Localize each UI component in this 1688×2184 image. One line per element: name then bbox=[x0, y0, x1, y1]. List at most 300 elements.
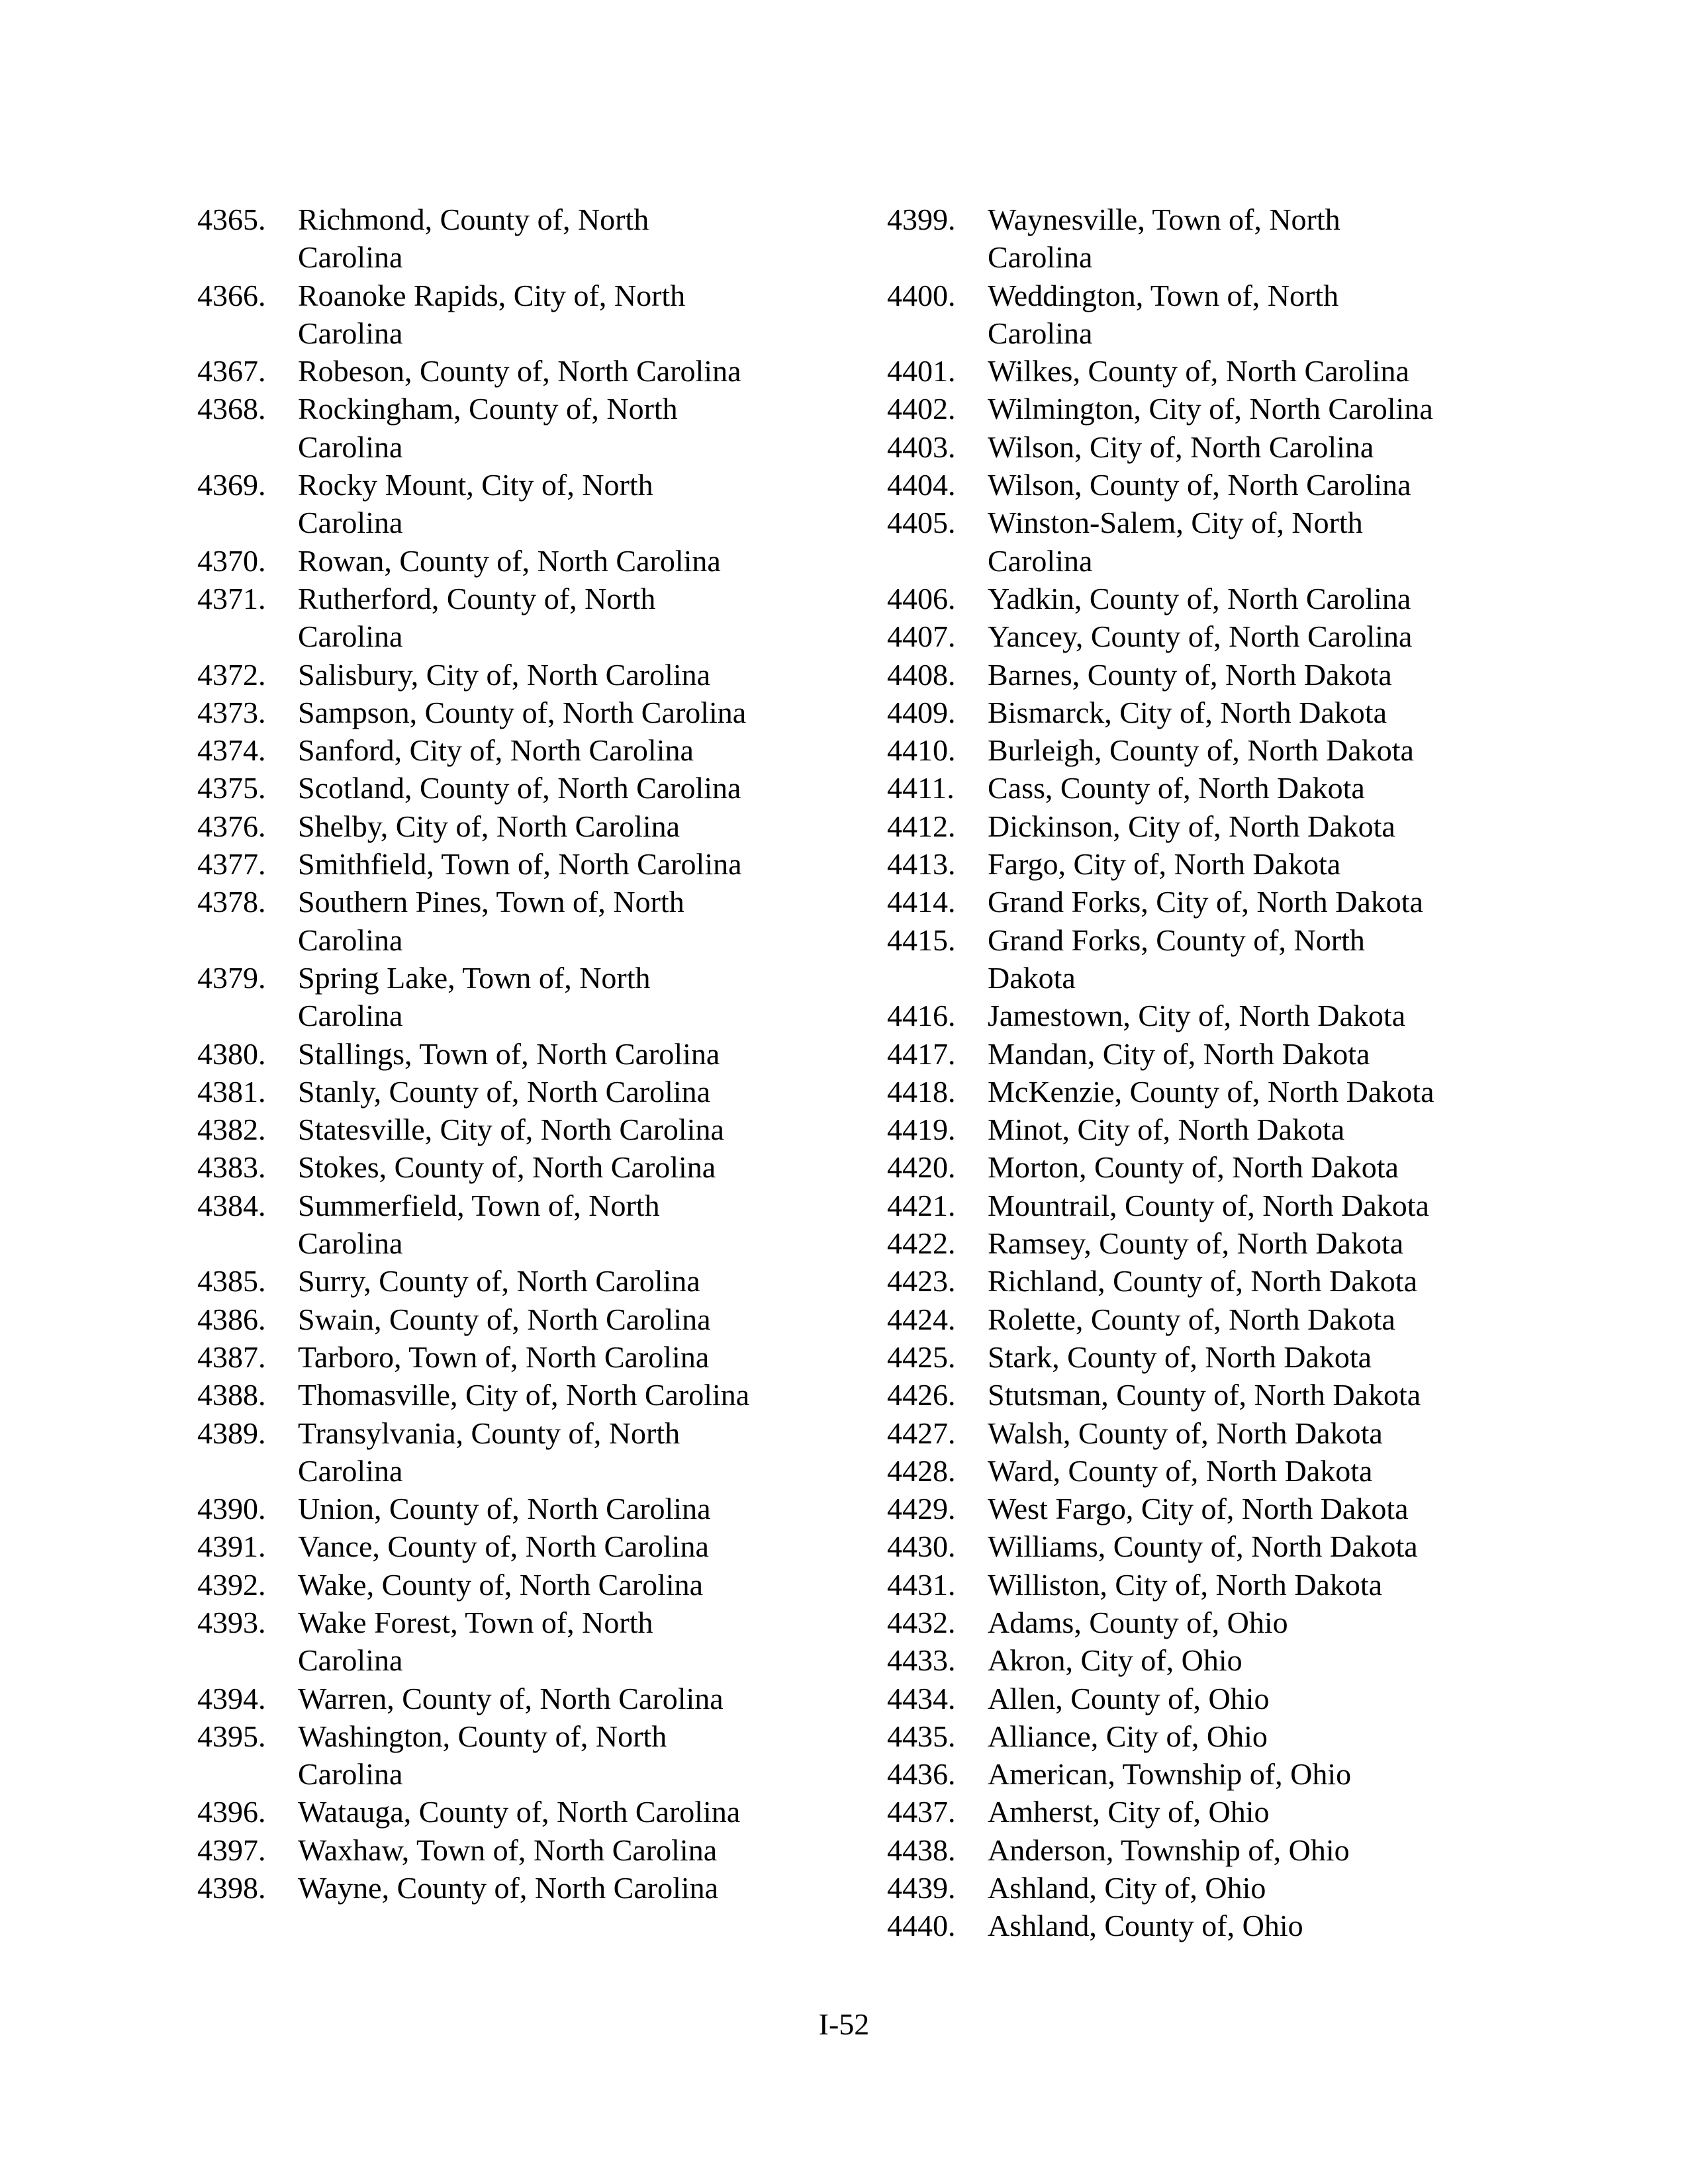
entry-number: 4435. bbox=[887, 1719, 956, 1753]
entry-name-line: Amherst, City of, Ohio bbox=[988, 1795, 1270, 1829]
entry-name bbox=[298, 1300, 801, 1338]
entry-number: 4437. bbox=[887, 1795, 956, 1829]
entry-name-line: Transylvania, County of, North bbox=[298, 1416, 680, 1450]
entry-name-line: Carolina bbox=[298, 923, 403, 957]
list-item bbox=[887, 1148, 1549, 1186]
list-item bbox=[887, 201, 1549, 277]
entry-name-line: Watauga, County of, North Carolina bbox=[298, 1795, 741, 1829]
entry-number: 4372. bbox=[197, 657, 266, 692]
entry-name bbox=[988, 390, 1549, 428]
entry-name bbox=[298, 1490, 801, 1527]
list-item bbox=[197, 201, 859, 277]
entry-name bbox=[298, 1831, 801, 1869]
entry-name-line: Carolina bbox=[988, 316, 1093, 350]
entry-number: 4429. bbox=[887, 1492, 956, 1526]
entry-name bbox=[298, 201, 801, 277]
entry-number: 4401. bbox=[887, 354, 956, 388]
list-item bbox=[197, 1300, 859, 1338]
entry-name bbox=[988, 1224, 1549, 1262]
entry-number: 4400. bbox=[887, 278, 956, 312]
entry-number: 4410. bbox=[887, 733, 956, 768]
entry-name-line: Rocky Mount, City of, North bbox=[298, 468, 653, 502]
entry-name-line: Weddington, Town of, North bbox=[988, 278, 1339, 312]
list-item bbox=[197, 845, 859, 883]
entry-name-line: Stutsman, County of, North Dakota bbox=[988, 1378, 1421, 1412]
entry-name bbox=[988, 1338, 1549, 1376]
entry-number: 4428. bbox=[887, 1453, 956, 1488]
entry-name bbox=[298, 807, 801, 845]
entry-name bbox=[988, 1452, 1549, 1490]
entry-number: 4422. bbox=[887, 1226, 956, 1261]
entry-number: 4371. bbox=[197, 581, 266, 615]
list-item bbox=[887, 1073, 1549, 1111]
list-item bbox=[887, 1717, 1549, 1755]
entry-name-line: Spring Lake, Town of, North bbox=[298, 960, 651, 995]
list-item bbox=[197, 1793, 859, 1831]
entry-number: 4439. bbox=[887, 1871, 956, 1905]
entry-number: 4375. bbox=[197, 771, 266, 805]
entry-name bbox=[988, 1793, 1549, 1831]
list-item bbox=[197, 390, 859, 466]
entry-name-line: Rowan, County of, North Carolina bbox=[298, 543, 721, 578]
entry-name bbox=[988, 1907, 1549, 1944]
entry-name-line: Statesville, City of, North Carolina bbox=[298, 1113, 724, 1147]
entry-name bbox=[298, 656, 801, 694]
entry-name bbox=[298, 1073, 801, 1111]
entry-name-line: Carolina bbox=[298, 619, 403, 654]
entry-name-line: Warren, County of, North Carolina bbox=[298, 1681, 724, 1715]
entry-number: 4430. bbox=[887, 1529, 956, 1564]
right-column bbox=[887, 201, 1549, 1945]
list-item bbox=[887, 1831, 1549, 1869]
entry-number: 4395. bbox=[197, 1719, 266, 1753]
entry-name-line: Grand Forks, City of, North Dakota bbox=[988, 885, 1423, 919]
entry-name-line: Wilkes, County of, North Carolina bbox=[988, 354, 1409, 388]
entry-name bbox=[988, 428, 1549, 466]
list-item bbox=[197, 656, 859, 694]
list-item bbox=[197, 769, 859, 807]
entry-name-line: Carolina bbox=[298, 1226, 403, 1261]
entry-name bbox=[988, 731, 1549, 769]
list-item bbox=[887, 1111, 1549, 1148]
entry-name-line: Swain, County of, North Carolina bbox=[298, 1302, 711, 1336]
entry-name bbox=[988, 1148, 1549, 1186]
list-item bbox=[197, 277, 859, 353]
list-item bbox=[887, 1907, 1549, 1944]
entry-name-line: Rutherford, County of, North bbox=[298, 581, 656, 615]
entry-number: 4434. bbox=[887, 1681, 956, 1715]
entry-number: 4386. bbox=[197, 1302, 266, 1336]
entry-number: 4427. bbox=[887, 1416, 956, 1450]
entry-number: 4438. bbox=[887, 1833, 956, 1867]
list-item bbox=[197, 731, 859, 769]
list-item bbox=[887, 580, 1549, 617]
list-item bbox=[887, 1755, 1549, 1793]
entry-name-line: Carolina bbox=[988, 240, 1093, 275]
entry-name-line: Shelby, City of, North Carolina bbox=[298, 809, 680, 843]
entry-name-line: Richmond, County of, North bbox=[298, 203, 649, 236]
entry-name bbox=[988, 769, 1549, 807]
list-item bbox=[887, 807, 1549, 845]
entry-number: 4431. bbox=[887, 1567, 956, 1602]
entry-name-line: Akron, City of, Ohio bbox=[988, 1643, 1243, 1678]
list-item bbox=[197, 1262, 859, 1300]
entry-name-line: Summerfield, Town of, North bbox=[298, 1188, 660, 1222]
entry-number: 4423. bbox=[887, 1264, 956, 1298]
list-item bbox=[197, 1566, 859, 1604]
entry-number: 4391. bbox=[197, 1529, 266, 1564]
entry-name bbox=[988, 1831, 1549, 1869]
entry-name bbox=[298, 352, 801, 390]
list-item bbox=[887, 1338, 1549, 1376]
entry-number: 4413. bbox=[887, 847, 956, 882]
entry-name bbox=[988, 1073, 1549, 1111]
entry-number: 4385. bbox=[197, 1264, 266, 1298]
entry-name-line: Thomasville, City of, North Carolina bbox=[298, 1378, 750, 1412]
entry-name bbox=[988, 845, 1549, 883]
entry-name-line: Mandan, City of, North Dakota bbox=[988, 1036, 1370, 1071]
entry-number: 4377. bbox=[197, 847, 266, 882]
list-item bbox=[887, 504, 1549, 580]
list-item bbox=[887, 1527, 1549, 1565]
entry-name-line: Dickinson, City of, North Dakota bbox=[988, 809, 1395, 843]
entry-number: 4387. bbox=[197, 1340, 266, 1374]
list-item bbox=[887, 921, 1549, 997]
list-item bbox=[887, 845, 1549, 883]
entry-name bbox=[298, 1527, 801, 1565]
entry-number: 4382. bbox=[197, 1113, 266, 1147]
entry-name bbox=[298, 542, 801, 580]
list-item bbox=[887, 390, 1549, 428]
entry-name bbox=[988, 694, 1549, 731]
entry-name-line: Sanford, City of, North Carolina bbox=[298, 733, 694, 768]
left-column bbox=[197, 201, 859, 1907]
entry-name bbox=[298, 1262, 801, 1300]
entry-number: 4405. bbox=[887, 506, 956, 540]
entry-name bbox=[298, 580, 801, 656]
list-item bbox=[197, 1869, 859, 1907]
entry-name bbox=[988, 807, 1549, 845]
entry-number: 4388. bbox=[197, 1378, 266, 1412]
entry-number: 4366. bbox=[197, 278, 266, 312]
list-item bbox=[887, 617, 1549, 655]
entry-name-line: Sampson, County of, North Carolina bbox=[298, 695, 747, 729]
entry-number: 4398. bbox=[197, 1871, 266, 1905]
entry-name bbox=[298, 1376, 801, 1414]
entry-name bbox=[988, 1111, 1549, 1148]
list-item bbox=[887, 1187, 1549, 1224]
entry-name bbox=[988, 617, 1549, 655]
list-item bbox=[887, 1490, 1549, 1527]
entry-name-line: Carolina bbox=[988, 543, 1093, 578]
list-item bbox=[197, 1527, 859, 1565]
list-item bbox=[887, 1641, 1549, 1679]
entry-number: 4432. bbox=[887, 1605, 956, 1639]
entry-name-line: Carolina bbox=[298, 316, 403, 350]
entry-name-line: Ward, County of, North Dakota bbox=[988, 1453, 1373, 1488]
list-item bbox=[197, 580, 859, 656]
list-item bbox=[887, 656, 1549, 694]
page-number: I-52 bbox=[818, 2007, 870, 2041]
entry-name-line: West Fargo, City of, North Dakota bbox=[988, 1492, 1409, 1526]
entry-name bbox=[298, 1148, 801, 1186]
list-item bbox=[887, 466, 1549, 504]
entry-number: 4384. bbox=[197, 1188, 266, 1222]
entry-name bbox=[988, 883, 1549, 921]
list-item bbox=[197, 807, 859, 845]
entry-name-line: Yadkin, County of, North Carolina bbox=[988, 581, 1411, 615]
entry-name bbox=[298, 883, 801, 959]
entry-number: 4373. bbox=[197, 695, 266, 729]
list-item bbox=[197, 1490, 859, 1527]
entry-name-line: McKenzie, County of, North Dakota bbox=[988, 1074, 1434, 1109]
entry-name bbox=[988, 1414, 1549, 1452]
entry-number: 4394. bbox=[197, 1681, 266, 1715]
entry-name-line: Salisbury, City of, North Carolina bbox=[298, 657, 711, 692]
entry-name-line: Carolina bbox=[298, 240, 403, 275]
entry-name bbox=[988, 1680, 1549, 1717]
entry-number: 4403. bbox=[887, 430, 956, 464]
entry-number: 4397. bbox=[197, 1833, 266, 1867]
entry-name bbox=[298, 1680, 801, 1717]
entry-name bbox=[988, 1604, 1549, 1641]
entry-name-line: Mountrail, County of, North Dakota bbox=[988, 1188, 1429, 1222]
entry-name-line: Carolina bbox=[298, 430, 403, 464]
entry-number: 4374. bbox=[197, 733, 266, 768]
entry-name bbox=[988, 1376, 1549, 1414]
entry-name bbox=[988, 277, 1549, 353]
entry-number: 4399. bbox=[887, 203, 956, 236]
entry-number: 4411. bbox=[887, 771, 955, 805]
entry-number: 4381. bbox=[197, 1074, 266, 1109]
entry-name-line: Waynesville, Town of, North bbox=[988, 203, 1340, 236]
entry-name-line: Robeson, County of, North Carolina bbox=[298, 354, 741, 388]
entry-name bbox=[298, 390, 801, 466]
list-item bbox=[887, 997, 1549, 1034]
entry-name-line: Carolina bbox=[298, 1757, 403, 1792]
entry-name-line: Tarboro, Town of, North Carolina bbox=[298, 1340, 710, 1374]
entry-number: 4365. bbox=[197, 203, 266, 236]
entry-number: 4418. bbox=[887, 1074, 956, 1109]
list-item bbox=[887, 1793, 1549, 1831]
entry-name-line: Smithfield, Town of, North Carolina bbox=[298, 847, 742, 882]
entry-name-line: Williston, City of, North Dakota bbox=[988, 1567, 1383, 1602]
entry-name-line: Minot, City of, North Dakota bbox=[988, 1113, 1345, 1147]
entry-name bbox=[298, 1338, 801, 1376]
entry-name bbox=[988, 1262, 1549, 1300]
entry-name bbox=[298, 959, 801, 1035]
list-item bbox=[197, 352, 859, 390]
entry-name-line: Scotland, County of, North Carolina bbox=[298, 771, 741, 805]
list-item bbox=[887, 1035, 1549, 1073]
entry-number: 4421. bbox=[887, 1188, 956, 1222]
list-item bbox=[197, 1148, 859, 1186]
entry-number: 4378. bbox=[197, 885, 266, 919]
entry-name bbox=[988, 1717, 1549, 1755]
list-item bbox=[887, 1414, 1549, 1452]
entry-name-line: Southern Pines, Town of, North bbox=[298, 885, 684, 919]
entry-name-line: Ashland, City of, Ohio bbox=[988, 1871, 1266, 1905]
entry-name-line: Wayne, County of, North Carolina bbox=[298, 1871, 719, 1905]
entry-name-line: Burleigh, County of, North Dakota bbox=[988, 733, 1414, 768]
list-item bbox=[887, 1376, 1549, 1414]
entry-number: 4417. bbox=[887, 1036, 956, 1071]
entry-number: 4402. bbox=[887, 392, 956, 426]
entry-name-line: Wilson, County of, North Carolina bbox=[988, 468, 1411, 502]
entry-name-line: Wake, County of, North Carolina bbox=[298, 1567, 704, 1602]
entry-number: 4416. bbox=[887, 999, 956, 1033]
entry-number: 4396. bbox=[197, 1795, 266, 1829]
entry-name-line: American, Township of, Ohio bbox=[988, 1757, 1352, 1792]
entry-name bbox=[988, 1187, 1549, 1224]
list-item bbox=[197, 1604, 859, 1680]
list-item bbox=[887, 1300, 1549, 1338]
list-item bbox=[887, 1604, 1549, 1641]
entry-number: 4367. bbox=[197, 354, 266, 388]
entry-name bbox=[988, 504, 1549, 580]
entry-name bbox=[298, 731, 801, 769]
entry-name-line: Waxhaw, Town of, North Carolina bbox=[298, 1833, 718, 1867]
entry-name-line: Surry, County of, North Carolina bbox=[298, 1264, 700, 1298]
entry-number: 4393. bbox=[197, 1605, 266, 1639]
entry-name bbox=[298, 1793, 801, 1831]
entry-number: 4408. bbox=[887, 657, 956, 692]
entry-name bbox=[988, 1490, 1549, 1527]
list-item bbox=[197, 883, 859, 959]
entry-name-line: Richland, County of, North Dakota bbox=[988, 1264, 1418, 1298]
entry-number: 4392. bbox=[197, 1567, 266, 1602]
entry-name-line: Winston-Salem, City of, North bbox=[988, 506, 1363, 540]
entry-name bbox=[298, 1111, 801, 1148]
entry-number: 4425. bbox=[887, 1340, 956, 1374]
entry-name-line: Ramsey, County of, North Dakota bbox=[988, 1226, 1404, 1261]
entry-name-line: Morton, County of, North Dakota bbox=[988, 1150, 1399, 1185]
entry-name-line: Stallings, Town of, North Carolina bbox=[298, 1036, 720, 1071]
entry-name-line: Carolina bbox=[298, 1643, 403, 1678]
list-item bbox=[197, 542, 859, 580]
list-item bbox=[197, 1680, 859, 1717]
entry-name bbox=[988, 1755, 1549, 1793]
entry-number: 4419. bbox=[887, 1113, 956, 1147]
entry-name bbox=[298, 1717, 801, 1794]
entry-name bbox=[988, 1527, 1549, 1565]
entry-number: 4412. bbox=[887, 809, 956, 843]
list-item bbox=[197, 1338, 859, 1376]
entry-name-line: Rolette, County of, North Dakota bbox=[988, 1302, 1395, 1336]
entry-name-line: Union, County of, North Carolina bbox=[298, 1492, 711, 1526]
entry-number: 4407. bbox=[887, 619, 956, 654]
entry-name bbox=[988, 997, 1549, 1034]
entry-name bbox=[988, 921, 1549, 997]
entry-name bbox=[298, 1566, 801, 1604]
entry-name-line: Jamestown, City of, North Dakota bbox=[988, 999, 1406, 1033]
entry-number: 4368. bbox=[197, 392, 266, 426]
entry-name-line: Stark, County of, North Dakota bbox=[988, 1340, 1372, 1374]
entry-number: 4433. bbox=[887, 1643, 956, 1678]
entry-name bbox=[988, 1641, 1549, 1679]
list-item bbox=[197, 1187, 859, 1263]
list-item bbox=[197, 1111, 859, 1148]
entry-name-line: Vance, County of, North Carolina bbox=[298, 1529, 709, 1564]
entry-name-line: Anderson, Township of, Ohio bbox=[988, 1833, 1350, 1867]
entry-name-line: Wake Forest, Town of, North bbox=[298, 1605, 653, 1639]
list-item bbox=[887, 769, 1549, 807]
entry-name-line: Dakota bbox=[988, 960, 1076, 995]
entry-name bbox=[298, 1414, 801, 1490]
entry-number: 4436. bbox=[887, 1757, 956, 1792]
entry-name-line: Wilmington, City of, North Carolina bbox=[988, 392, 1433, 426]
entry-name-line: Cass, County of, North Dakota bbox=[988, 771, 1365, 805]
entry-name-line: Carolina bbox=[298, 1453, 403, 1488]
list-item bbox=[197, 1073, 859, 1111]
list-item bbox=[197, 1831, 859, 1869]
entry-name bbox=[988, 466, 1549, 504]
entry-name bbox=[988, 201, 1549, 277]
entry-name-line: Alliance, City of, Ohio bbox=[988, 1719, 1268, 1753]
entry-name-line: Bismarck, City of, North Dakota bbox=[988, 695, 1387, 729]
entry-name-line: Walsh, County of, North Dakota bbox=[988, 1416, 1383, 1450]
entry-name bbox=[298, 845, 801, 883]
entry-name-line: Rockingham, County of, North bbox=[298, 392, 678, 426]
entry-name bbox=[988, 1035, 1549, 1073]
entry-name-line: Adams, County of, Ohio bbox=[988, 1605, 1288, 1639]
entry-name-line: Grand Forks, County of, North bbox=[988, 923, 1365, 957]
list-item bbox=[197, 1717, 859, 1794]
entry-name-line: Allen, County of, Ohio bbox=[988, 1681, 1270, 1715]
entry-name-line: Fargo, City of, North Dakota bbox=[988, 847, 1341, 882]
list-item bbox=[887, 1452, 1549, 1490]
entry-name bbox=[298, 1604, 801, 1680]
entry-number: 4379. bbox=[197, 960, 266, 995]
entry-number: 4406. bbox=[887, 581, 956, 615]
entry-name bbox=[988, 656, 1549, 694]
entry-number: 4389. bbox=[197, 1416, 266, 1450]
list-item bbox=[887, 277, 1549, 353]
entry-name-line: Barnes, County of, North Dakota bbox=[988, 657, 1392, 692]
entry-name bbox=[298, 466, 801, 542]
list-item bbox=[197, 1376, 859, 1414]
list-item bbox=[887, 883, 1549, 921]
entry-name-line: Ashland, County of, Ohio bbox=[988, 1909, 1303, 1943]
entry-number: 4409. bbox=[887, 695, 956, 729]
entry-name bbox=[988, 352, 1549, 390]
list-item bbox=[887, 1224, 1549, 1262]
entry-name bbox=[298, 277, 801, 353]
entry-number: 4390. bbox=[197, 1492, 266, 1526]
entry-name bbox=[298, 1869, 801, 1907]
entry-number: 4424. bbox=[887, 1302, 956, 1336]
entry-number: 4404. bbox=[887, 468, 956, 502]
entry-name-line: Williams, County of, North Dakota bbox=[988, 1529, 1418, 1564]
entry-name-line: Roanoke Rapids, City of, North bbox=[298, 278, 686, 312]
entry-number: 4440. bbox=[887, 1909, 956, 1943]
entry-number: 4414. bbox=[887, 885, 956, 919]
list-item bbox=[887, 1566, 1549, 1604]
list-item bbox=[197, 1035, 859, 1073]
entry-name bbox=[298, 1187, 801, 1263]
entry-number: 4370. bbox=[197, 543, 266, 578]
entry-name bbox=[988, 580, 1549, 617]
list-item bbox=[887, 1262, 1549, 1300]
entry-name bbox=[988, 1566, 1549, 1604]
list-item bbox=[887, 352, 1549, 390]
entry-number: 4383. bbox=[197, 1150, 266, 1185]
list-item bbox=[197, 1414, 859, 1490]
entry-name-line: Wilson, City of, North Carolina bbox=[988, 430, 1374, 464]
entry-name bbox=[298, 1035, 801, 1073]
list-item bbox=[887, 731, 1549, 769]
list-item bbox=[197, 959, 859, 1035]
